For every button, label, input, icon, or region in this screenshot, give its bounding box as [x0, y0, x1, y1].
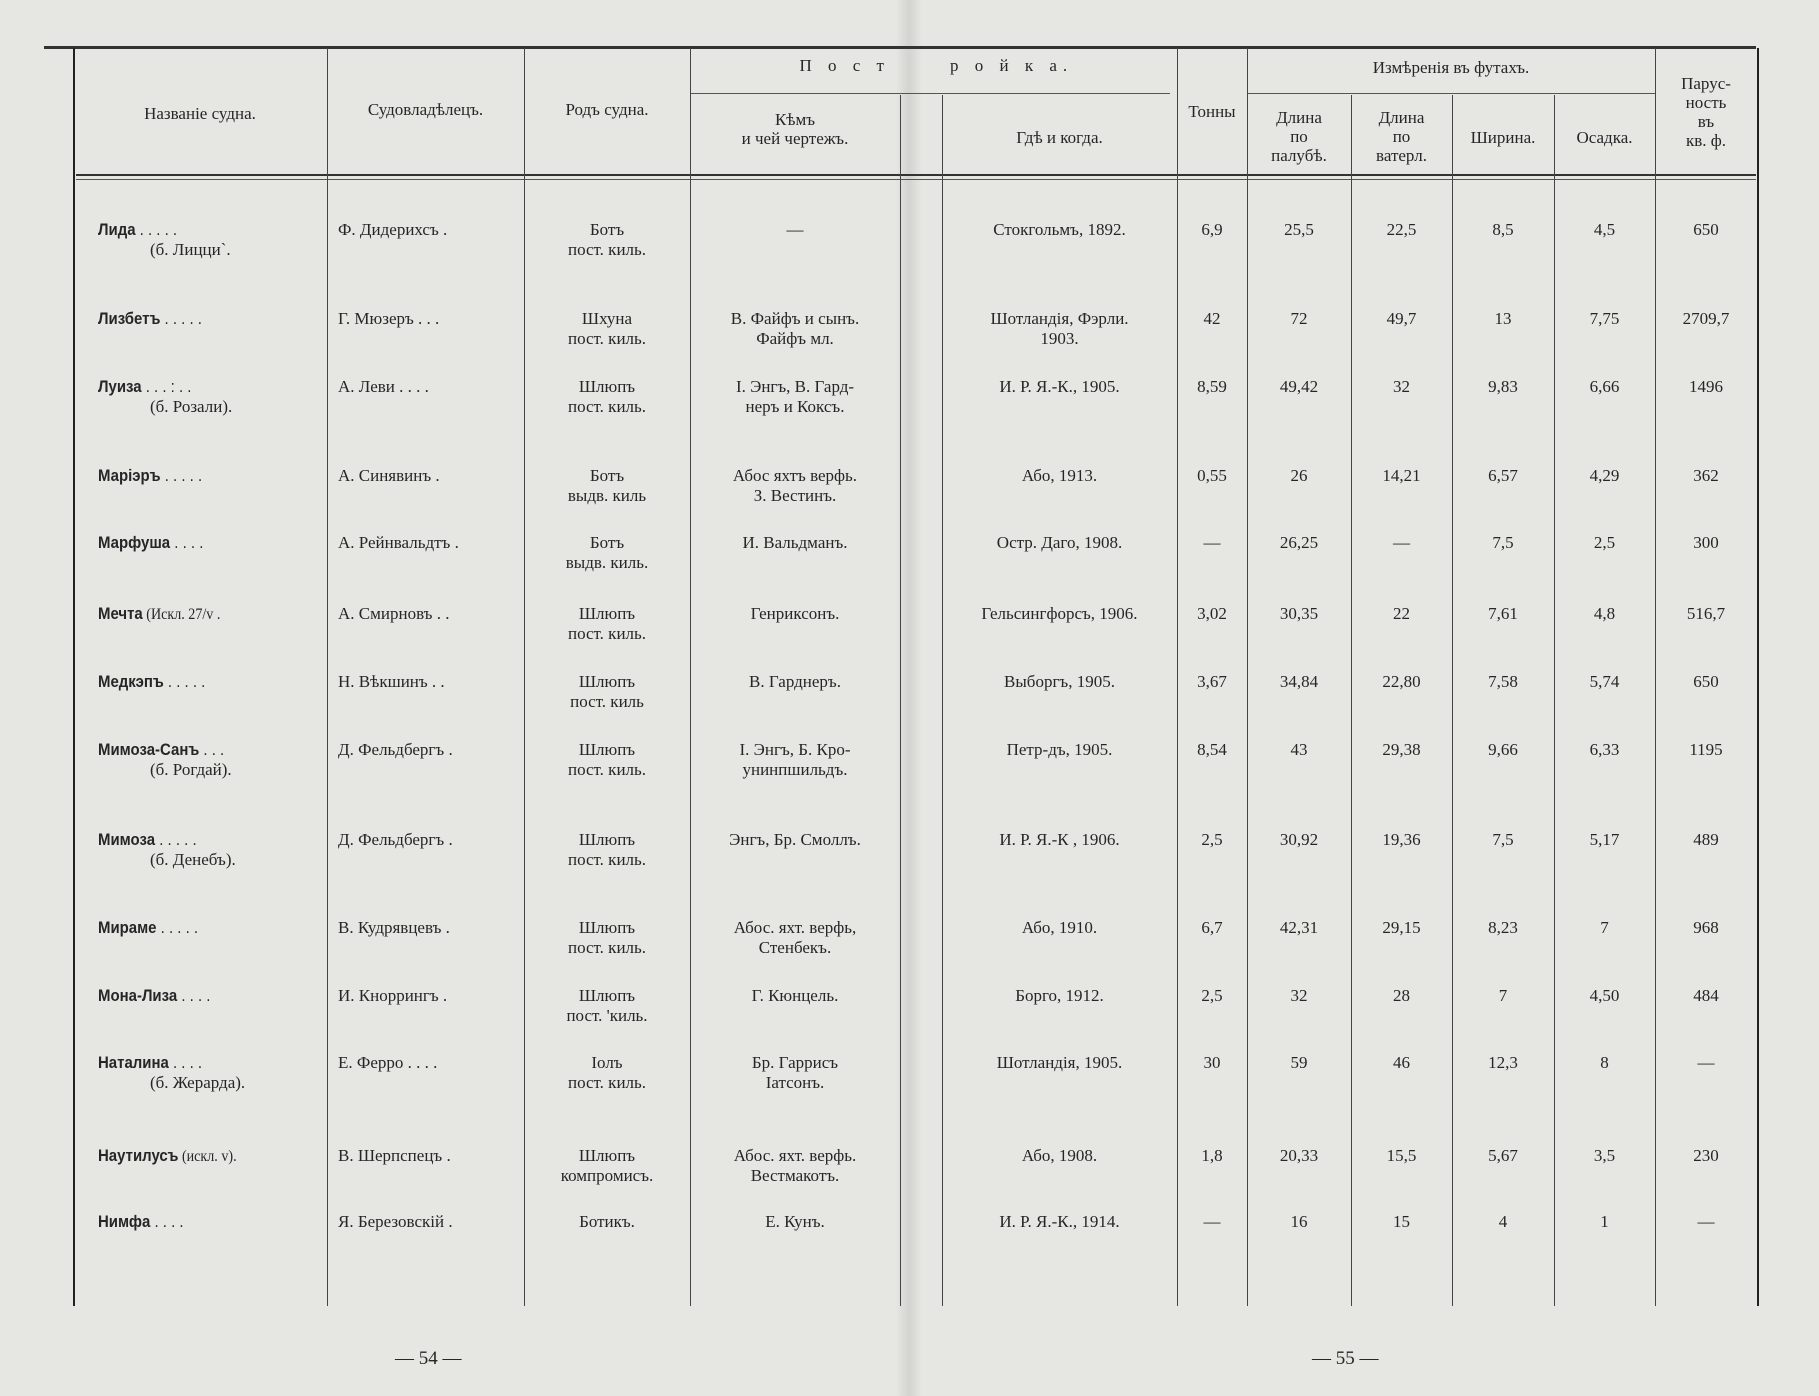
beam-cell: 5,67	[1488, 1146, 1518, 1165]
tons-cell: 8,59	[1197, 377, 1227, 396]
where-cell: Або, 1913.	[1021, 466, 1098, 485]
former-name: (б. Денебъ).	[150, 850, 236, 869]
sail-cell: 2709,7	[1682, 309, 1730, 328]
vessel-name-cell	[98, 533, 326, 553]
dot-leader: . . . . .	[163, 672, 206, 691]
beam-cell: 7,61	[1488, 604, 1518, 623]
beam-cell: 4	[1498, 1212, 1508, 1231]
vessel-name: Медкэпъ	[98, 672, 164, 691]
draft-cell: 5,74	[1589, 672, 1620, 691]
vessel-name-cell	[98, 1146, 326, 1167]
vessel-name: Мимоза	[98, 830, 156, 849]
beam-cell: 7,58	[1488, 672, 1518, 691]
draft-cell: 4,50	[1589, 986, 1620, 1005]
tons-cell: 6,7	[1201, 918, 1223, 937]
vessel-name: Луиза	[98, 377, 142, 396]
header-name: Названіе судна.	[144, 104, 256, 123]
dot-leader: . . . . .	[135, 220, 178, 239]
draft-cell: 5,17	[1589, 830, 1620, 849]
len-wl-cell: 49,7	[1386, 309, 1417, 328]
draft-cell: 2,5	[1593, 533, 1616, 552]
builder-cell: В. Файфъ и сынъ. Файфъ мл.	[730, 309, 860, 348]
vessel-name-cell	[98, 986, 326, 1006]
type-cell: Шлюпъ компромисъ.	[560, 1146, 654, 1185]
len-deck-cell: 30,92	[1279, 830, 1319, 849]
type-cell: Шхуна пост. киль.	[567, 309, 647, 348]
col-divider	[900, 95, 901, 1306]
len-wl-cell: 29,15	[1382, 918, 1421, 937]
len-deck-cell: 20,33	[1279, 1146, 1319, 1165]
tons-cell: 2,5	[1201, 830, 1223, 849]
owner-cell: В. Кудрявцевъ .	[338, 918, 450, 937]
sail-cell: 300	[1693, 533, 1719, 552]
builder-cell: Энгъ, Бр. Смоллъ.	[729, 830, 861, 849]
where-cell: И. Р. Я.-К., 1905.	[999, 377, 1120, 396]
beam-cell: 8,5	[1492, 220, 1514, 239]
beam-cell: 12,3	[1488, 1053, 1518, 1072]
len-deck-cell: 34,84	[1279, 672, 1319, 691]
len-wl-cell: 15	[1393, 1212, 1410, 1231]
len-deck-cell: 26,25	[1279, 533, 1319, 552]
beam-cell: 9,83	[1488, 377, 1518, 396]
former-name: (б. Лицци`.	[150, 240, 231, 259]
dot-leader: . . . : . .	[141, 377, 192, 396]
len-wl-cell: 15,5	[1386, 1146, 1417, 1165]
type-cell: Шлюпъ пост. киль.	[567, 740, 647, 779]
header-draft: Осадка.	[1576, 128, 1633, 147]
owner-cell: А. Леви . . . .	[338, 377, 429, 396]
draft-cell: 4,5	[1593, 220, 1616, 239]
vessel-name: Мираме	[98, 918, 157, 937]
builder-cell: Генриксонъ.	[750, 604, 840, 623]
owner-cell: Е. Ферро . . . .	[338, 1053, 438, 1072]
dims-group-rule	[1247, 93, 1655, 94]
owner-cell: Н. Вѣкшинъ . .	[338, 672, 445, 691]
owner-cell: Г. Мюзеръ . . .	[338, 309, 440, 328]
draft-cell: 6,66	[1589, 377, 1620, 396]
draft-cell: 6,33	[1589, 740, 1620, 759]
former-name: (б. Жерарда).	[150, 1073, 246, 1092]
vessel-name-cell	[98, 309, 326, 329]
len-deck-cell: 42,31	[1279, 918, 1319, 937]
draft-cell: 4,29	[1589, 466, 1620, 485]
col-divider	[1351, 95, 1352, 1306]
header-build-left: П о с т	[799, 56, 890, 75]
vessel-name-cell	[98, 377, 326, 417]
dot-leader: . . .	[199, 740, 225, 759]
col-divider	[1452, 95, 1453, 1306]
len-deck-cell: 59	[1290, 1053, 1308, 1072]
dot-leader: . . . . .	[160, 466, 203, 485]
col-divider	[327, 48, 328, 1306]
vessel-name: Нимфа	[98, 1212, 151, 1231]
type-cell: Ботъ выдв. киль	[567, 466, 647, 505]
beam-cell: 13	[1494, 309, 1512, 328]
type-cell: Шлюпъ пост. киль.	[567, 604, 647, 643]
owner-cell: Д. Фельдбергъ .	[338, 740, 453, 759]
sail-cell: 650	[1693, 672, 1719, 691]
owner-cell: Ф. Дидерихсъ .	[338, 220, 448, 239]
vessel-note: (искл. v).	[178, 1148, 237, 1165]
dot-leader: . . . . .	[156, 918, 199, 937]
tons-cell: 6,9	[1201, 220, 1223, 239]
where-cell: Остр. Даго, 1908.	[996, 533, 1123, 552]
len-wl-cell: 28	[1393, 986, 1410, 1005]
draft-cell: 7,75	[1589, 309, 1620, 328]
col-divider	[942, 95, 943, 1306]
beam-cell: 7,5	[1492, 533, 1514, 552]
type-cell: Ботикъ.	[579, 1212, 635, 1231]
header-len-deck: Длина по палубѣ.	[1271, 108, 1327, 165]
header-dims: Измѣренія въ футахъ.	[1372, 58, 1530, 77]
vessel-name: Лизбетъ	[98, 309, 161, 328]
len-wl-cell: 46	[1393, 1053, 1410, 1072]
owner-cell: А. Синявинъ .	[338, 466, 440, 485]
vessel-name-cell	[98, 918, 326, 938]
header-type: Родъ судна.	[565, 100, 649, 119]
tons-cell: 42	[1203, 309, 1221, 328]
type-cell: Іолъ пост. киль.	[567, 1053, 647, 1092]
header-rule-1	[76, 174, 1756, 176]
sail-cell: 1195	[1689, 740, 1723, 759]
sail-cell: 230	[1693, 1146, 1719, 1165]
type-cell: Ботъ пост. киль.	[567, 220, 647, 259]
builder-cell: I. Энгъ, В. Гард- неръ и Коксъ.	[735, 377, 855, 416]
header-owner: Судовладѣлецъ.	[367, 100, 484, 119]
dot-leader: . . . .	[170, 533, 204, 552]
len-wl-cell: 14,21	[1382, 466, 1421, 485]
builder-cell: Абос. яхт. верфь. Вестмакотъ.	[733, 1146, 857, 1185]
builder-cell: Абос яхтъ верфь. З. Вестинъ.	[732, 466, 858, 505]
type-cell: Шлюпъ пост. киль	[570, 672, 644, 711]
tons-cell: 0,55	[1197, 466, 1227, 485]
beam-cell: 7,5	[1492, 830, 1514, 849]
beam-cell: 9,66	[1488, 740, 1518, 759]
owner-cell: Я. Березовскій .	[338, 1212, 453, 1231]
dot-leader: . . . .	[177, 986, 211, 1005]
len-deck-cell: 16	[1290, 1212, 1308, 1231]
where-cell: И. Р. Я.-К., 1914.	[999, 1212, 1120, 1231]
len-wl-cell: 32	[1393, 377, 1410, 396]
where-cell: Петр-дъ, 1905.	[1006, 740, 1113, 759]
len-deck-cell: 32	[1290, 986, 1308, 1005]
dot-leader: . . . . .	[160, 309, 202, 328]
sail-cell: 516,7	[1686, 604, 1726, 623]
sail-cell: —	[1697, 1053, 1715, 1072]
former-name: (б. Розали).	[150, 397, 233, 416]
header-beam: Ширина.	[1470, 128, 1536, 147]
where-cell: Або, 1908.	[1021, 1146, 1098, 1165]
draft-cell: 4,8	[1593, 604, 1616, 623]
len-wl-cell: 22	[1393, 604, 1410, 623]
dot-leader: . . . .	[150, 1212, 184, 1231]
type-cell: Шлюпъ пост. киль.	[567, 918, 647, 957]
tons-cell: 3,02	[1197, 604, 1227, 623]
page-number-right: — 55 —	[1312, 1348, 1379, 1369]
former-name: (б. Рогдай).	[150, 760, 232, 779]
tons-cell: 3,67	[1197, 672, 1227, 691]
len-deck-cell: 25,5	[1284, 220, 1314, 239]
header-builder: Кѣмъ и чей чертежъ.	[741, 110, 849, 148]
tons-cell: 2,5	[1201, 986, 1223, 1005]
page-number-left: — 54 —	[395, 1348, 462, 1369]
vessel-name: Наутилусъ	[98, 1146, 179, 1165]
vessel-name: Мечта	[98, 604, 143, 623]
len-deck-cell: 30,35	[1279, 604, 1319, 623]
sail-cell: 1496	[1689, 377, 1723, 396]
beam-cell: 7	[1498, 986, 1508, 1005]
sail-cell: 484	[1693, 986, 1719, 1005]
vessel-name-cell	[98, 1053, 326, 1093]
header-tons: Тонны	[1188, 102, 1236, 121]
build-group-rule	[690, 93, 1170, 94]
owner-cell: В. Шерпспецъ .	[338, 1146, 451, 1165]
vessel-name-cell	[98, 604, 326, 625]
len-wl-cell: —	[1393, 533, 1410, 552]
tons-cell: —	[1203, 1212, 1221, 1231]
builder-cell: I. Энгъ, Б. Кро- унинпшильдъ.	[739, 740, 851, 779]
dot-leader: . . . .	[168, 1053, 203, 1072]
type-cell: Ботъ выдв. киль.	[565, 533, 649, 572]
draft-cell: 7	[1600, 918, 1609, 937]
where-cell: Выборгъ, 1905.	[1004, 672, 1115, 691]
header-sail: Парус- ность въ кв. ф.	[1681, 74, 1731, 150]
where-cell: Гельсингфорсъ, 1906.	[981, 604, 1138, 623]
header-len-wl: Длина по ватерл.	[1376, 108, 1427, 165]
owner-cell: И. Кноррингъ .	[338, 986, 448, 1005]
builder-cell: Бр. Гаррисъ Іатсонъ.	[751, 1053, 839, 1092]
len-deck-cell: 26	[1290, 466, 1308, 485]
header-build-right: р о й к а.	[950, 56, 1074, 75]
tons-cell: 1,8	[1201, 1146, 1223, 1165]
where-cell: Борго, 1912.	[1015, 986, 1104, 1005]
vessel-name-cell	[98, 740, 326, 780]
sail-cell: 489	[1693, 830, 1719, 849]
vessel-name-cell	[98, 672, 326, 692]
sail-cell: 650	[1693, 220, 1719, 239]
draft-cell: 8	[1600, 1053, 1609, 1072]
header-where: Гдѣ и когда.	[1016, 128, 1103, 147]
len-deck-cell: 72	[1290, 309, 1308, 328]
len-wl-cell: 22,5	[1386, 220, 1417, 239]
vessel-name-cell	[98, 830, 326, 870]
vessel-name-cell	[98, 1212, 326, 1232]
tons-cell: 8,54	[1197, 740, 1227, 759]
len-wl-cell: 29,38	[1382, 740, 1421, 759]
sail-cell: 362	[1693, 466, 1719, 485]
len-deck-cell: 49,42	[1279, 377, 1319, 396]
vessel-name: Марфуша	[98, 533, 171, 552]
vessel-name: Лида	[98, 220, 136, 239]
dot-leader: . . . . .	[155, 830, 197, 849]
where-cell: Шотландія, 1905.	[996, 1053, 1123, 1072]
len-deck-cell: 43	[1290, 740, 1308, 759]
tons-cell: 30	[1203, 1053, 1221, 1072]
builder-cell: —	[786, 220, 804, 239]
col-divider	[1554, 95, 1555, 1306]
sail-cell: 968	[1693, 918, 1719, 937]
vessel-name: Мона-Лиза	[98, 986, 178, 1005]
vessel-name-cell	[98, 220, 326, 260]
len-wl-cell: 19,36	[1382, 830, 1421, 849]
draft-cell: 1	[1600, 1212, 1609, 1231]
vessel-note: (Искл. 27/v .	[142, 606, 221, 623]
owner-cell: Д. Фельдбергъ .	[338, 830, 453, 849]
builder-cell: Е. Кунъ.	[765, 1212, 825, 1231]
vessel-name: Наталина	[98, 1053, 169, 1072]
vessel-name: Мимоза-Санъ	[98, 740, 200, 759]
beam-cell: 8,23	[1488, 918, 1518, 937]
top-rule	[44, 46, 1756, 49]
where-cell: Стокгольмъ, 1892.	[993, 220, 1126, 239]
table-right-border	[1757, 48, 1759, 1306]
draft-cell: 3,5	[1593, 1146, 1616, 1165]
builder-cell: И. Вальдманъ.	[742, 533, 848, 552]
owner-cell: А. Рейнвальдтъ .	[338, 533, 459, 552]
where-cell: И. Р. Я.-К , 1906.	[999, 830, 1120, 849]
table-left-border	[73, 48, 75, 1306]
where-cell: Або, 1910.	[1021, 918, 1098, 937]
vessel-name: Маріэръ	[98, 466, 161, 485]
builder-cell: Г. Кюнцель.	[751, 986, 839, 1005]
type-cell: Шлюпъ пост. киль.	[567, 377, 647, 416]
owner-cell: А. Смирновъ . .	[338, 604, 450, 623]
beam-cell: 6,57	[1488, 466, 1518, 485]
vessel-name-cell	[98, 466, 326, 486]
type-cell: Шлюпъ пост. 'киль.	[566, 986, 648, 1025]
builder-cell: Абос. яхт. верфь, Стенбекъ.	[733, 918, 857, 957]
where-cell: Шотландія, Фэрли. 1903.	[990, 309, 1129, 348]
len-wl-cell: 22,80	[1382, 672, 1421, 691]
sail-cell: —	[1697, 1212, 1715, 1231]
header-rule-2	[76, 179, 1756, 180]
type-cell: Шлюпъ пост. киль.	[567, 830, 647, 869]
builder-cell: В. Гарднеръ.	[749, 672, 841, 691]
tons-cell: —	[1203, 533, 1221, 552]
